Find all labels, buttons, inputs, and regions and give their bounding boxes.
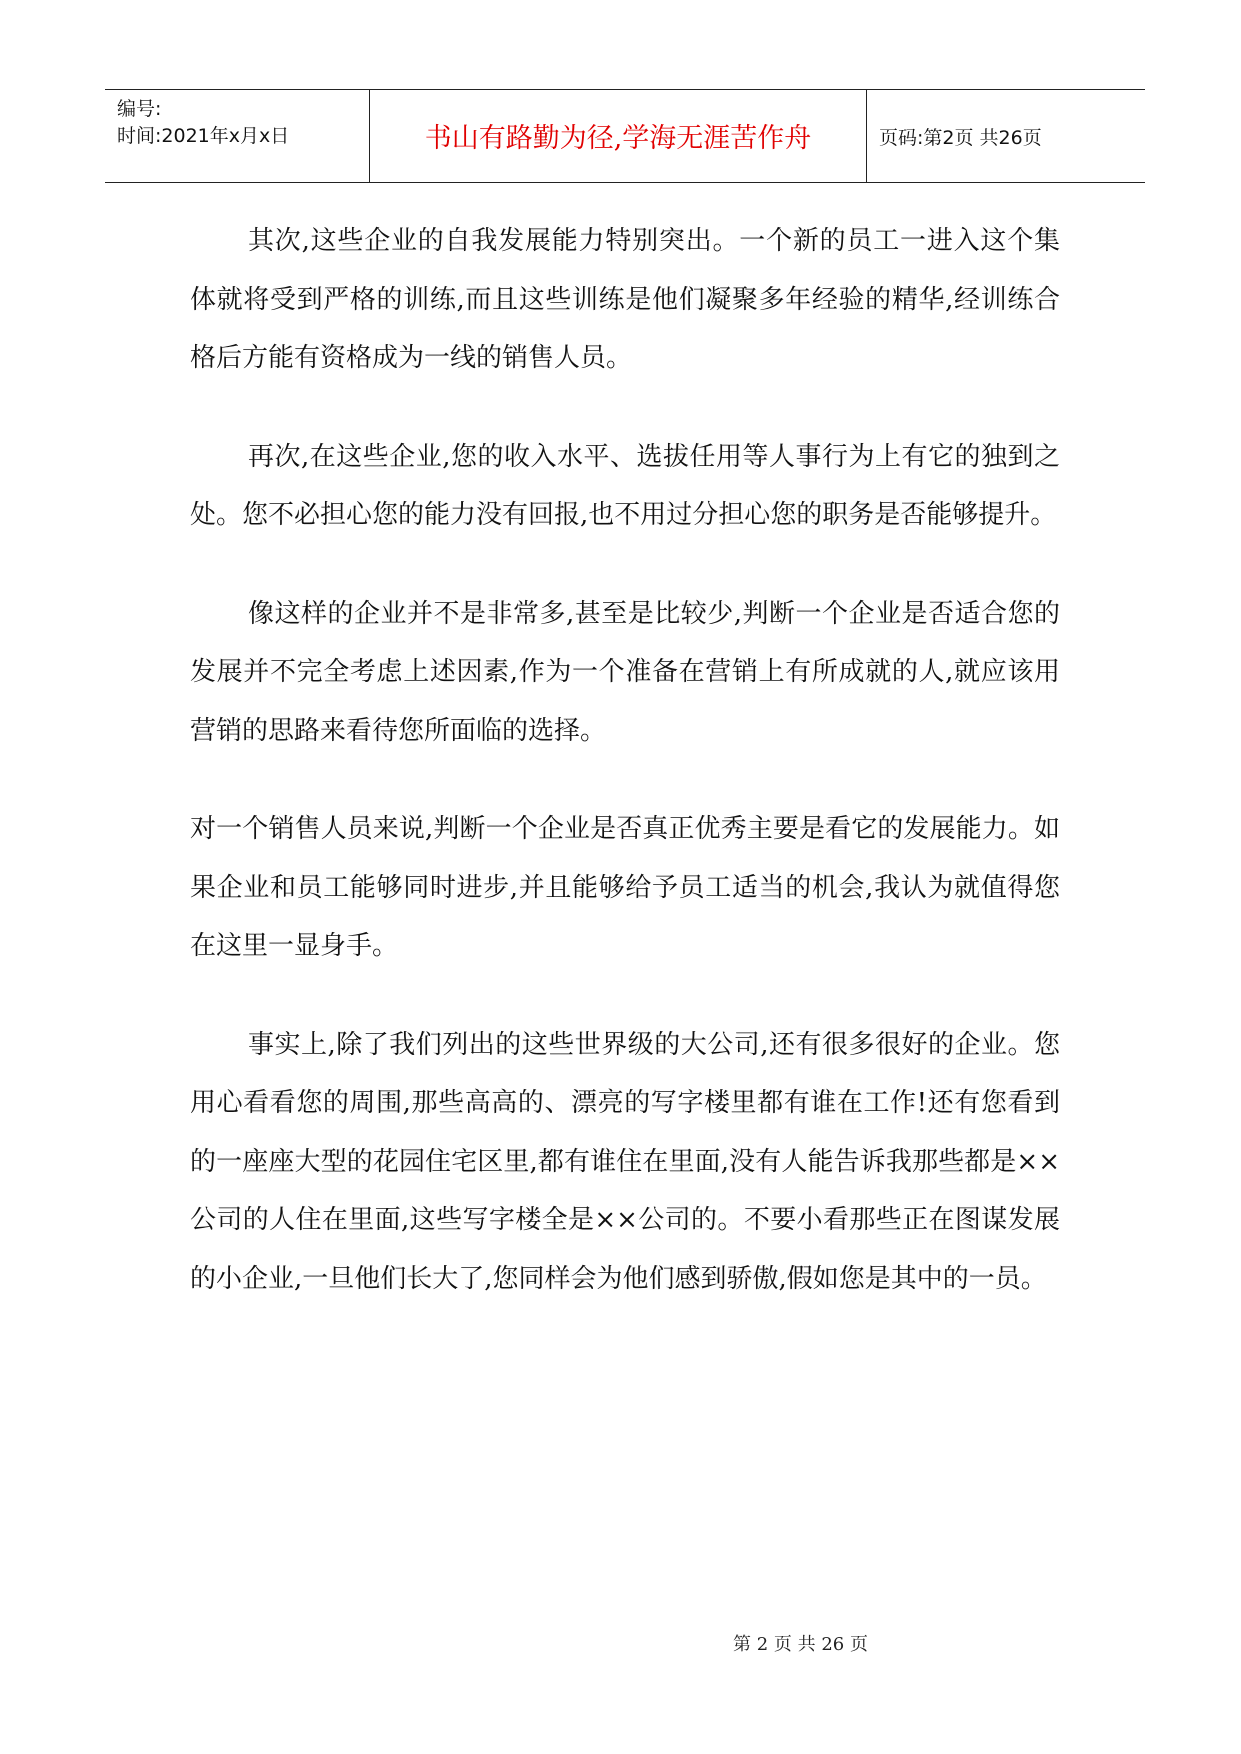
header-info-cell — [105, 90, 370, 182]
document-number-label: 编号: — [117, 98, 162, 120]
paragraph: 事实上,除了我们列出的这些世界级的大公司,还有很多很好的企业。您用心看看您的周围,那些高高的、漂亮的写字楼里都有谁在工作!还有您看到的一座座大型的花园住宅区里,都有谁住在里面,没有人能告诉我那些都是××公司的人住在里面,这些写字楼全是××公司的。不要小看那些正在图谋发展的小企业,一旦他们长大了,您同样会为他们感到骄傲,假如您是其中的一员。 — [190, 1029, 1060, 1294]
paragraph: 再次,在这些企业,您的收入水平、选拔任用等人事行为上有它的独到之处。您不必担心您的能力没有回报,也不用过分担心您的职务是否能够提升。 — [190, 441, 1060, 530]
document-header — [105, 89, 1145, 183]
header-motto: 书山有路勤为径,学海无涯苦作舟 — [424, 123, 812, 154]
document-date-label: 时间:2021年x月x日 — [117, 125, 290, 147]
paragraph: 对一个销售人员来说,判断一个企业是否真正优秀主要是看它的发展能力。如果企业和员工能够同时进步,并且能够给予员工适当的机会,我认为就值得您在这里一显身手。 — [190, 814, 1060, 961]
paragraph: 像这样的企业并不是非常多,甚至是比较少,判断一个企业是否适合您的发展并不完全考虑上述因素,作为一个准备在营销上有所成就的人,就应该用营销的思路来看待您所面临的选择。 — [190, 598, 1060, 746]
paragraph: 其次,这些企业的自我发展能力特别突出。一个新的员工一进入这个集体就将受到严格的训练,而且这些训练是他们凝聚多年经验的精华,经训练合格后方能有资格成为一线的销售人员。 — [190, 226, 1060, 373]
header-motto-cell — [370, 90, 867, 182]
header-page-code: 页码:第2页 共26页 — [879, 127, 1042, 149]
document-body — [190, 212, 1060, 1348]
header-page-cell — [867, 90, 1145, 182]
page-footer: 第 2 页 共 26 页 — [733, 1634, 868, 1655]
